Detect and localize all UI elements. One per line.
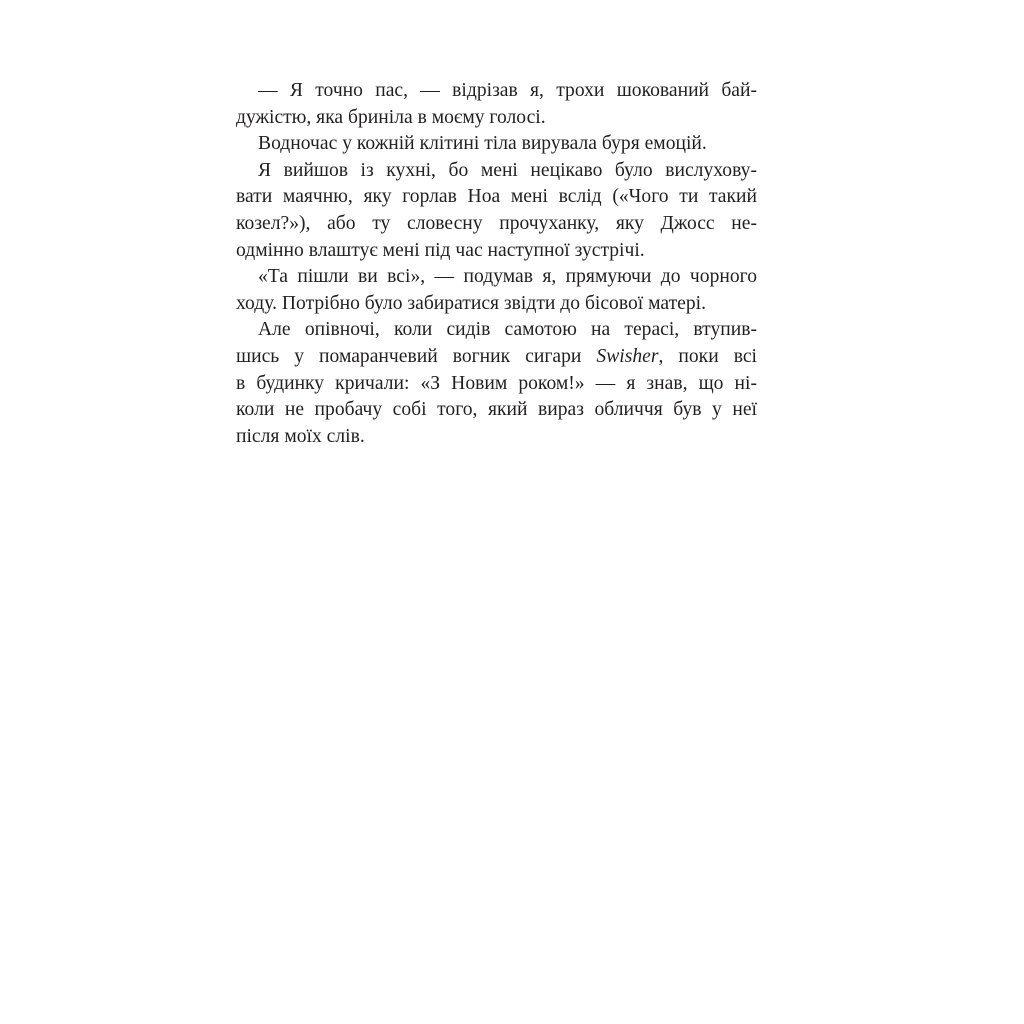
text-line: Але опівночі, коли сидів самотою на терасі, втупив- — [258, 319, 757, 341]
text-line: коли не пробачу собі того, який вираз обличчя був у неї — [236, 399, 757, 421]
paragraph — [236, 317, 757, 450]
body-text — [236, 78, 757, 450]
text-line: дужістю, яка бриніла в моєму голосі. — [236, 106, 546, 128]
paragraph — [236, 131, 757, 158]
text-line: після моїх слів. — [236, 425, 365, 447]
text-line: Я вийшов із кухні, бо мені нецікаво було вислухову- — [258, 159, 757, 181]
paragraph — [236, 158, 757, 264]
text-line: Водночас у кожній клітині тіла вирувала буря емоцій. — [258, 133, 707, 155]
text-line: ходу. Потрібно було забиратися звідти до бісової матері. — [236, 292, 706, 314]
brand-name-italic: Swisher — [596, 345, 659, 367]
paragraph — [236, 264, 757, 317]
text-line: вати маячню, яку горлав Ноа мені вслід («Чого ти такий — [236, 186, 757, 208]
text-line: в будинку кричали: «З Новим роком!» — я знав, що ні- — [236, 372, 757, 394]
text-fragment: , поки всі — [658, 345, 757, 367]
text-fragment: шись у помаранчевий вогник сигари — [236, 345, 582, 367]
text-line-mixed — [236, 344, 757, 371]
text-line: «Та пішли ви всі», — подумав я, прямуючи до чорного — [258, 266, 757, 288]
text-line: — Я точно пас, — відрізав я, трохи шокований бай- — [258, 80, 757, 101]
text-line: козел?»), або ту словесну прочуханку, яку Джосс не- — [236, 212, 757, 234]
text-line: одмінно влаштує мені під час наступної зустрічі. — [236, 239, 645, 261]
paragraph — [236, 78, 757, 131]
